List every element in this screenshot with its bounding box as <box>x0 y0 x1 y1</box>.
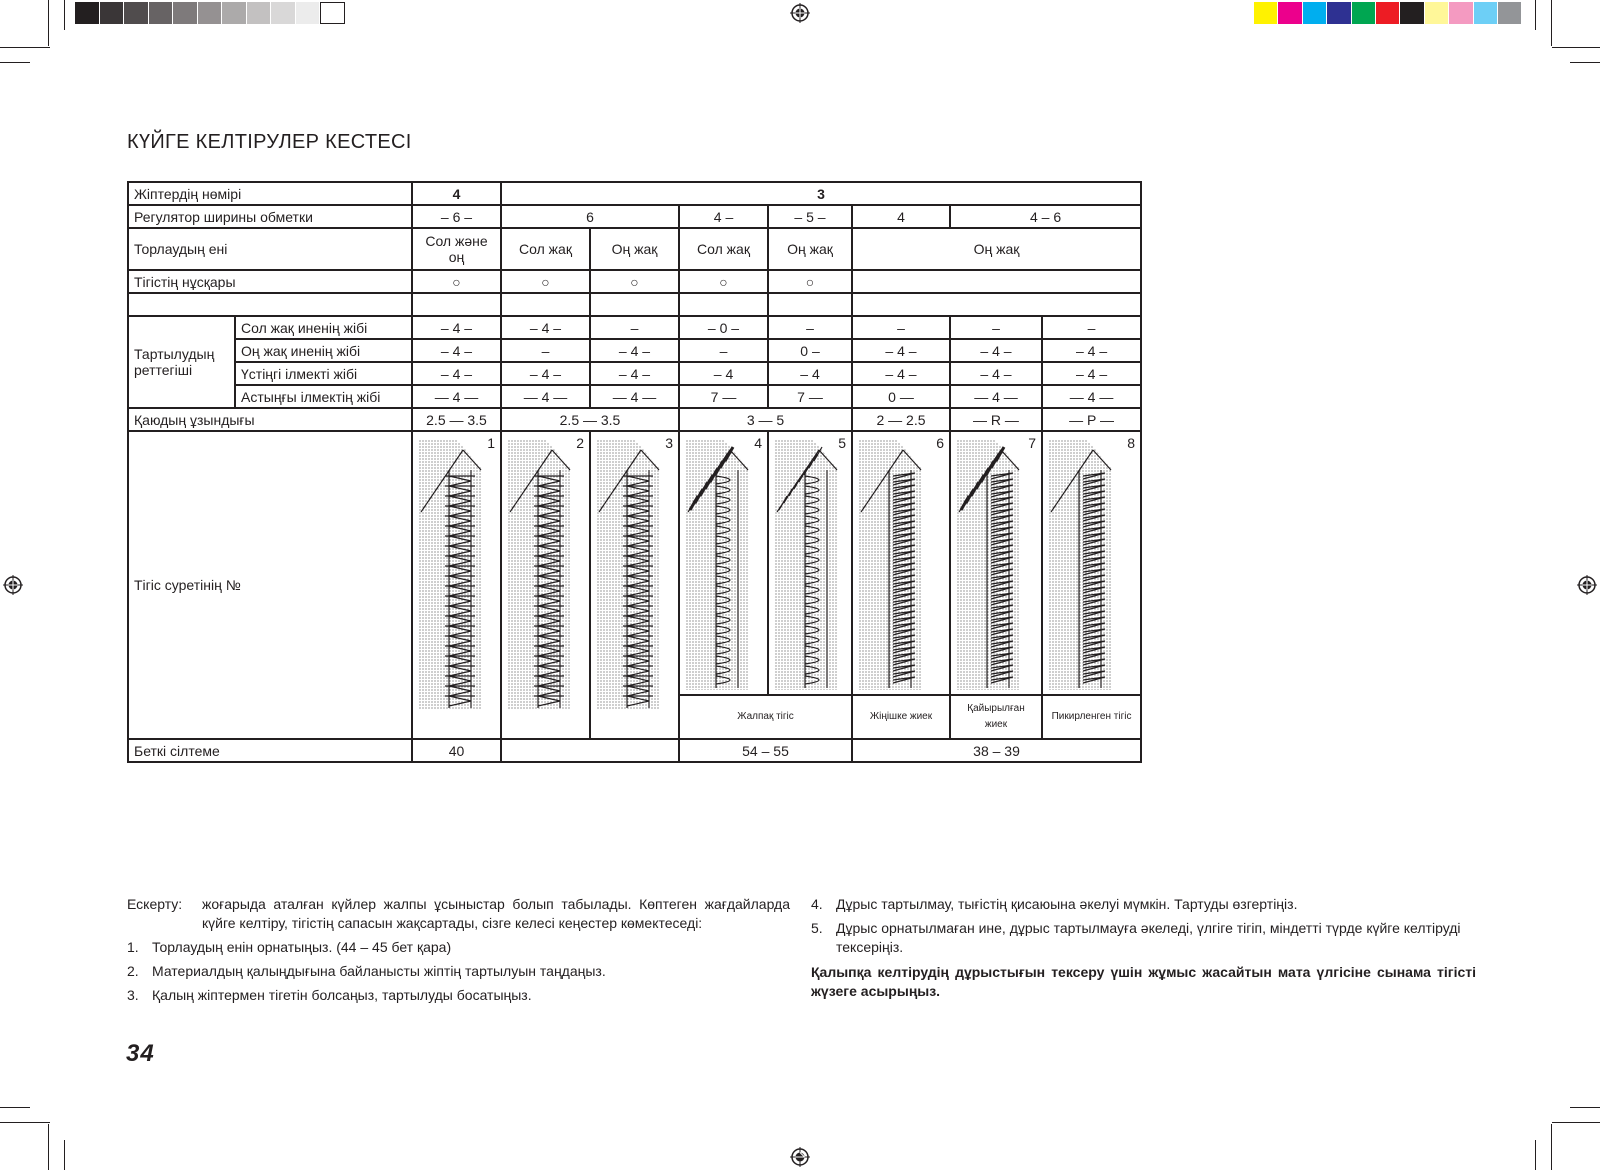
table-cell: – <box>852 316 950 339</box>
circle-marker: ○ <box>768 270 852 293</box>
table-cell: – <box>1042 316 1141 339</box>
registration-mark-icon <box>1577 575 1597 595</box>
tension-row <box>128 385 1141 408</box>
stitch-length-label: Қаюдың ұзындығы <box>128 408 412 431</box>
color-swatch <box>247 2 272 24</box>
table-cell: 7 — <box>679 385 768 408</box>
table-cell: – 6 – <box>412 205 501 228</box>
list-item <box>127 962 790 981</box>
table-cell: – 0 – <box>679 316 768 339</box>
stitch-illustration-icon <box>419 440 487 710</box>
table-cell: — 4 — <box>412 385 501 408</box>
picture-number: 6 <box>936 435 944 451</box>
color-swatch <box>1400 2 1424 24</box>
list-item-number: 2. <box>127 963 139 979</box>
overlock-label: Торлаудың ені <box>128 228 412 270</box>
settings-table <box>127 181 1142 763</box>
table-cell: – 4 – <box>501 362 590 385</box>
stitch-illustration-icon <box>1049 440 1117 690</box>
stitch-illustration-icon <box>508 440 576 710</box>
color-swatch <box>222 2 247 24</box>
list-item-text: Торлаудың енін орнатыңыз. (44 – 45 бет қара) <box>152 939 452 955</box>
list-item-text: Дұрыс орнатылмаған ине, дұрыс тартылмауға әкеледі, үлгіге тігіп, міндетті түрде күйге келтіруді тексеріңіз. <box>836 920 1461 955</box>
tension-row-label: Үстіңгі ілмекті жібі <box>235 362 412 385</box>
table-cell: — 4 — <box>501 385 590 408</box>
color-swatch <box>1352 2 1376 24</box>
stitch-illustration-icon <box>775 440 843 690</box>
color-swatch <box>320 2 345 24</box>
table-cell <box>852 270 1141 293</box>
table-cell: – 4 – <box>412 362 501 385</box>
table-cell <box>412 293 501 316</box>
tension-row <box>128 362 1141 385</box>
color-swatch <box>173 2 198 24</box>
width-regulator-row <box>128 205 1141 228</box>
color-swatch <box>198 2 223 24</box>
list-item <box>127 986 790 1005</box>
table-cell: – <box>768 316 852 339</box>
circle-marker: ○ <box>412 270 501 293</box>
stitch-picture-5 <box>768 431 852 695</box>
table-cell <box>768 293 852 316</box>
table-cell: 7 — <box>768 385 852 408</box>
circle-marker: ○ <box>501 270 590 293</box>
width-reg-label: Регулятор ширины обметки <box>128 205 412 228</box>
color-swatch <box>124 2 149 24</box>
notes-right <box>811 895 1476 1001</box>
table-cell: – 4 – <box>950 339 1042 362</box>
table-cell: – 4 – <box>852 339 950 362</box>
stitch-variant-row <box>128 270 1141 293</box>
table-cell <box>679 293 768 316</box>
table-cell: – 4 – <box>1042 339 1141 362</box>
table-cell: Оң жақ <box>768 228 852 270</box>
color-swatch <box>100 2 125 24</box>
table-cell: – <box>950 316 1042 339</box>
list-item <box>127 938 790 957</box>
list-item-number: 3. <box>127 987 139 1003</box>
table-cell: 2.5 — 3.5 <box>501 408 679 431</box>
table-cell: – <box>590 316 679 339</box>
tension-row-label: Астыңғы ілмектің жібі <box>235 385 412 408</box>
list-item <box>811 895 1476 914</box>
threads-label: Жіптердің нөмірі <box>128 182 412 205</box>
table-cell: Оң жақ <box>590 228 679 270</box>
tension-row-label: Сол жақ иненің жібі <box>235 316 412 339</box>
color-swatch <box>271 2 296 24</box>
table-cell: – 4 – <box>590 339 679 362</box>
table-cell: — P — <box>1042 408 1141 431</box>
registration-mark-icon <box>3 575 23 595</box>
table-cell: 3 — 5 <box>679 408 852 431</box>
table-cell: – 4 <box>679 362 768 385</box>
note-intro-label: Ескерту: <box>127 896 183 912</box>
color-swatch <box>1376 2 1400 24</box>
table-cell: 2.5 — 3.5 <box>412 408 501 431</box>
table-cell: – 4 – <box>412 316 501 339</box>
caption: Қайырылған жиек <box>950 695 1042 739</box>
table-cell: – <box>501 339 590 362</box>
gray-scale-swatches <box>75 0 345 26</box>
stitch-picture-1 <box>412 431 501 739</box>
empty-row <box>128 293 1141 316</box>
table-cell: Сол жақ <box>501 228 590 270</box>
tension-row-label: Оң жақ иненің жібі <box>235 339 412 362</box>
color-swatch <box>1425 2 1449 24</box>
table-cell: 0 – <box>768 339 852 362</box>
table-cell: 38 – 39 <box>852 739 1141 762</box>
picture-number: 1 <box>487 435 495 451</box>
table-cell: – 4 – <box>590 362 679 385</box>
registration-mark-icon <box>790 3 810 23</box>
circle-marker: ○ <box>590 270 679 293</box>
list-item-text: Материалдың қалыңдығына байланысты жіптің тартылуын таңдаңыз. <box>152 963 606 979</box>
stitch-picture-2 <box>501 431 590 739</box>
stitch-illustration-icon <box>957 440 1025 690</box>
table-cell: 4 <box>852 205 950 228</box>
stitch-illustration-icon <box>686 440 754 690</box>
bold-note: Қалыпқа келтірудің дұрыстығын тексеру үшін жұмыс жасайтын мата үлгісіне сынама тігісті жүзеге асырыңыз. <box>811 964 1476 999</box>
color-swatch <box>1327 2 1351 24</box>
table-cell: – 5 – <box>768 205 852 228</box>
table-cell: 6 <box>501 205 679 228</box>
stitch-picture-6 <box>852 431 950 695</box>
table-cell: — R — <box>950 408 1042 431</box>
table-cell: — 4 — <box>590 385 679 408</box>
table-cell: 54 – 55 <box>679 739 852 762</box>
table-cell: – 4 <box>768 362 852 385</box>
caption: Пикирленген тігіс <box>1042 695 1141 739</box>
table-cell <box>501 293 590 316</box>
stitch-picture-4 <box>679 431 768 695</box>
table-cell: – 4 – <box>852 362 950 385</box>
list-item <box>811 919 1476 957</box>
note-intro <box>127 895 790 933</box>
table-cell: 0 — <box>852 385 950 408</box>
table-cell <box>128 293 412 316</box>
stitch-illustration-icon <box>859 440 927 690</box>
registration-mark-icon <box>790 1147 810 1167</box>
color-swatch <box>1449 2 1473 24</box>
table-cell: Сол жақ <box>679 228 768 270</box>
picture-number: 3 <box>665 435 673 451</box>
stitch-illustration-icon <box>597 440 665 710</box>
threads-row <box>128 182 1141 205</box>
table-cell: Оң жақ <box>852 228 1141 270</box>
picture-number: 5 <box>838 435 846 451</box>
tension-label: Тартылудың реттегіші <box>128 316 235 408</box>
page-ref-row <box>128 739 1141 762</box>
table-cell: — 4 — <box>1042 385 1141 408</box>
picture-number: 4 <box>754 435 762 451</box>
page-number: 34 <box>126 1040 155 1067</box>
color-swatch <box>149 2 174 24</box>
page-title: КҮЙГЕ КЕЛТІРУЛЕР КЕСТЕСІ <box>127 131 412 153</box>
stitch-picture-8 <box>1042 431 1141 695</box>
stitch-variant-label: Тігістің нұсқары <box>128 270 412 293</box>
color-swatch <box>1474 2 1498 24</box>
table-cell <box>852 293 1141 316</box>
color-swatch <box>1254 2 1278 24</box>
color-swatch <box>1278 2 1302 24</box>
table-cell: 2 — 2.5 <box>852 408 950 431</box>
color-swatch <box>296 2 321 24</box>
stitch-picture-7 <box>950 431 1042 695</box>
table-cell: – 4 – <box>1042 362 1141 385</box>
picture-label: Тігіс суретінің № <box>128 431 412 739</box>
table-cell: 4 – 6 <box>950 205 1141 228</box>
list-item-number: 1. <box>127 939 139 955</box>
table-cell: Сол және оң <box>412 228 501 270</box>
picture-number: 8 <box>1127 435 1136 451</box>
tension-row <box>128 339 1141 362</box>
table-cell: – 4 – <box>501 316 590 339</box>
stitch-picture-3 <box>590 431 679 739</box>
list-item-text: Қалың жіптермен тігетін болсаңыз, тартылуды босатыңыз. <box>152 987 532 1003</box>
color-swatch <box>1498 2 1522 24</box>
circle-marker: ○ <box>679 270 768 293</box>
list-item-number: 5. <box>811 920 823 936</box>
table-cell: 4 – <box>679 205 768 228</box>
table-cell <box>501 739 679 762</box>
caption: Жіңішке жиек <box>852 695 950 739</box>
table-cell: — 4 — <box>950 385 1042 408</box>
table-cell: – <box>679 339 768 362</box>
table-cell: – 4 – <box>950 362 1042 385</box>
note-intro-text: жоғарыда аталған күйлер жалпы ұсыныстар болып табылады. Көптеген жағдайларда күйге келтіру, тігістің сапасын жақсартады, сізге келесі кеңестер көмектеседі: <box>202 896 790 931</box>
tension-row <box>128 316 1141 339</box>
color-calibration-swatches <box>1254 0 1522 26</box>
picture-number: 2 <box>576 435 584 451</box>
page-ref-label: Беткі сілтеме <box>128 739 412 762</box>
threads-4: 4 <box>412 182 501 205</box>
threads-3: 3 <box>501 182 1141 205</box>
color-swatch <box>75 2 100 24</box>
list-item-number: 4. <box>811 896 823 912</box>
table-cell <box>590 293 679 316</box>
table-cell: – 4 – <box>412 339 501 362</box>
table-cell: 40 <box>412 739 501 762</box>
notes-left <box>127 895 790 1010</box>
list-item-text: Дұрыс тартылмау, тығістің қисаюына әкелуі мүмкін. Тартуды өзгертіңіз. <box>836 896 1298 912</box>
caption: Жалпақ тігіс <box>679 695 852 739</box>
overlock-width-row <box>128 228 1141 270</box>
color-swatch <box>1303 2 1327 24</box>
stitch-length-row <box>128 408 1141 431</box>
stitch-picture-row <box>128 431 1141 695</box>
picture-number: 7 <box>1028 435 1036 451</box>
